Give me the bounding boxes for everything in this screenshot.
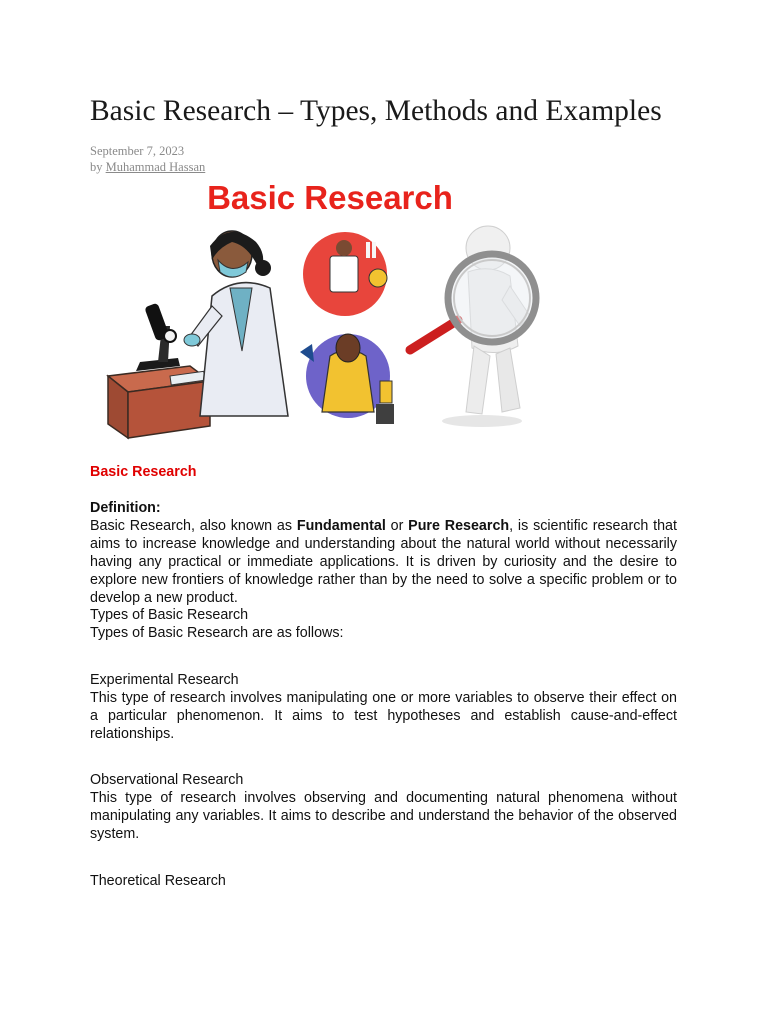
types-heading: Types of Basic Research (90, 607, 249, 623)
hero-illustration (100, 176, 580, 446)
types-intro: Types of Basic Research are as follows: (90, 625, 344, 641)
observational-heading: Observational Research (90, 772, 244, 788)
byline (90, 159, 205, 175)
author-link[interactable]: Muhammad Hassan (105, 160, 206, 174)
microscope-icon (136, 303, 180, 371)
definition-label: Definition: (90, 500, 161, 516)
theoretical-heading: Theoretical Research (90, 873, 226, 889)
article-title: Basic Research – Types, Methods and Examples (90, 95, 662, 127)
lab-bench-icon (108, 366, 210, 438)
lab-scene-icon (303, 232, 387, 316)
byline-prefix: by (90, 160, 103, 174)
bold-pure-research: Pure Research (408, 518, 510, 534)
experimental-paragraph: This type of research involves manipulating one or more variables to observe their effect on a particular phenomenon. It aims to test hypotheses and establish cause-and-effect relationships. (90, 690, 677, 742)
definition-paragraph: Basic Research, also known as Fundamental or Pure Research, is scientific research that aims to increase knowledge and understanding about the natural world without necessarily having any practical or immediate applications. It is driven by curiosity and the desire to explore new frontiers of knowledge rather than by the need to solve a specific problem or to develop a new product. (90, 518, 677, 606)
hero-heading: Basic Research (207, 179, 453, 216)
publish-date: September 7, 2023 (90, 144, 185, 158)
bold-fundamental: Fundamental (296, 518, 386, 534)
magnifier-figure-icon (410, 226, 536, 427)
section-label: Basic Research (90, 464, 197, 480)
experimental-heading: Experimental Research (90, 672, 239, 688)
hazmat-scientist-icon (300, 334, 394, 424)
observational-paragraph: This type of research involves observing and documenting natural phenomena without manipulating any variables. It aims to describe and understand the behavior of the observed system. (90, 790, 677, 842)
